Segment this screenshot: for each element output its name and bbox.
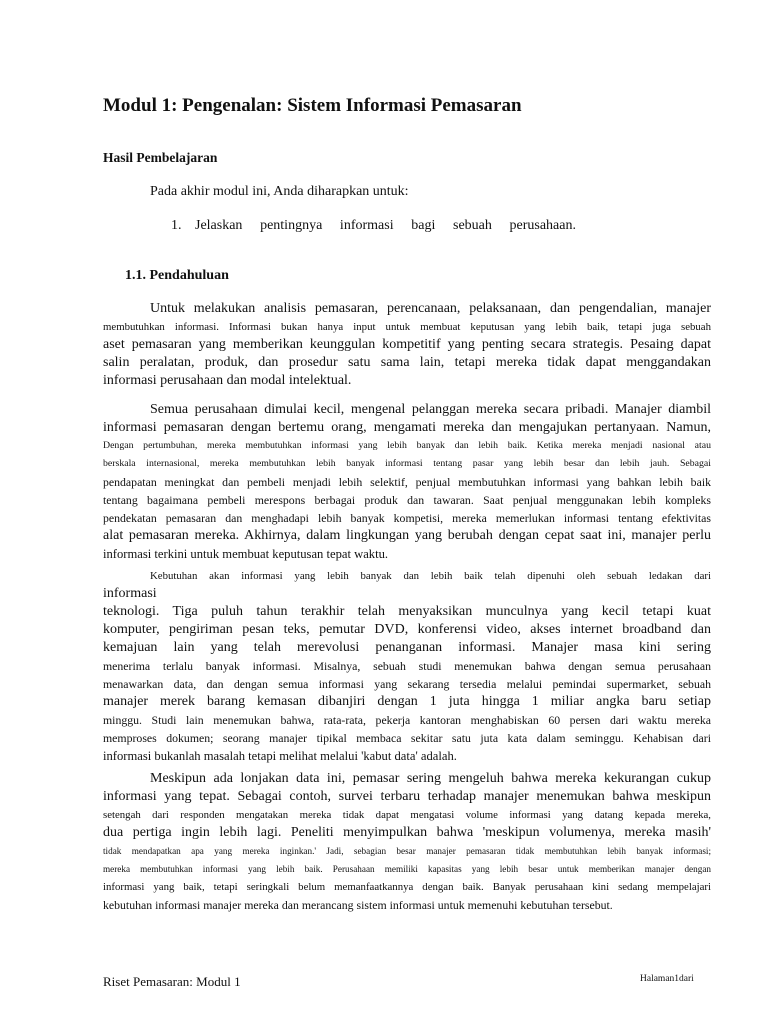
paragraph-4 xyxy=(103,770,711,914)
paragraph-3 xyxy=(103,567,711,765)
text-line: informasi terkini untuk membuat keputusan tepat waktu. xyxy=(103,547,389,561)
paragraph-1 xyxy=(103,300,711,390)
section-heading: 1.1. Pendahuluan xyxy=(125,268,229,283)
paragraph-2 xyxy=(103,401,711,563)
objective-number: 1. xyxy=(171,218,182,233)
footer-module-label: Riset Pemasaran: Modul 1 xyxy=(103,974,241,989)
text-line: informasi perusahaan dan modal intelektual. xyxy=(103,373,352,388)
text-line: pendekatan pemasaran dan menghadapi lebih banyak kompetisi, mereka memerlukan informasi tentang efektivitas xyxy=(103,511,711,525)
text-line: informasi pemasaran dengan bertemu orang, mengamati mereka dan mengajukan pertanyaan. Namun, xyxy=(103,420,711,435)
objective-text: Jelaskan pentingnya informasi bagi sebuah perusahaan. xyxy=(195,218,576,233)
text-line: komputer, pengiriman pesan teks, pemutar DVD, konferensi video, akses internet broadband dan xyxy=(103,622,711,637)
text-line: tentang bagaimana pembeli merespons berbagai produk dan tawaran. Saat penjual menggunakan lebih kompleks xyxy=(103,493,711,507)
text-line: dua pertiga ingin lebih lagi. Peneliti menyimpulkan bahwa 'meskipun volumenya, mereka masih' xyxy=(103,825,711,840)
text-line: kebutuhan informasi manajer mereka dan merancang sistem informasi untuk memenuhi kebutuhan tersebut. xyxy=(103,898,613,912)
text-line: minggu. Studi lain menemukan bahwa, rata-rata, pekerja kantoran menghabiskan 60 persen dari waktu mereka xyxy=(103,713,711,727)
intro-text: Pada akhir modul ini, Anda diharapkan untuk: xyxy=(150,184,409,199)
text-line: berskala internasional, mereka membutuhkan lebih banyak informasi tentang pasar yang lebih besar dan lebih jauh. Sebagai xyxy=(103,458,711,469)
text-line: informasi yang baik, tetapi seringkali belum memanfaatkannya dengan baik. Banyak perusahaan kini sedang mempelajari xyxy=(103,881,711,893)
text-line: informasi xyxy=(103,586,157,601)
text-line: informasi yang tepat. Sebagai contoh, survei terbaru terhadap manajer menemukan bahwa meskipun xyxy=(103,789,711,804)
text-line: alat pemasaran mereka. Akhirnya, dalam lingkungan yang berubah dengan cepat saat ini, manajer perlu xyxy=(103,528,711,543)
text-line: membutuhkan informasi. Informasi bukan hanya input untuk membuat keputusan yang lebih baik, tetapi juga sebuah xyxy=(103,321,711,333)
document-title: Modul 1: Pengenalan: Sistem Informasi Pemasaran xyxy=(103,95,522,116)
text-line: memproses dokumen; seorang manajer tipikal membaca sekitar satu juta kata dalam seminggu. Kehabisan dari xyxy=(103,731,711,745)
text-line: Meskipun ada lonjakan data ini, pemasar sering mengeluh bahwa mereka kekurangan cukup xyxy=(150,771,711,786)
text-line: teknologi. Tiga puluh tahun terakhir telah menyaksikan munculnya yang kecil tetapi kuat xyxy=(103,604,711,619)
text-line: mereka membutuhkan informasi yang lebih baik. Perusahaan memiliki kapasitas yang lebih besar untuk memberikan manajer dengan xyxy=(103,864,711,874)
text-line: pendapatan meningkat dan pembeli menjadi lebih selektif, penjual membutuhkan informasi yang bahkan lebih baik xyxy=(103,475,711,489)
text-line: setengah dari responden mengatakan mereka tidak dapat mengatasi volume informasi yang datang kepada mereka, xyxy=(103,809,711,821)
objective-item xyxy=(171,218,576,234)
text-line: Kebutuhan akan informasi yang lebih banyak dan lebih baik telah dipenuhi oleh sebuah ledakan dari xyxy=(150,570,711,582)
text-line: Dengan pertumbuhan, mereka membutuhkan informasi yang lebih banyak dan lebih baik. Ketika mereka menjadi nasional atau xyxy=(103,440,711,451)
text-line: kemajuan lain yang telah merevolusi penanganan informasi. Manajer masa kini sering xyxy=(103,640,711,655)
footer-page-label: Halaman1dari xyxy=(640,974,694,984)
text-line: Semua perusahaan dimulai kecil, mengenal pelanggan mereka secara pribadi. Manajer diambil xyxy=(150,402,711,417)
text-line: tidak mendapatkan apa yang mereka inginkan.' Jadi, sebagian besar manajer pemasaran tidak membutuhkan lebih banyak informasi; xyxy=(103,846,711,856)
text-line: salin peralatan, produk, dan prosedur satu sama lain, tetapi mereka tidak dapat menggandakan xyxy=(103,355,711,370)
text-line: menerima terlalu banyak informasi. Misalnya, sebuah studi menemukan bahwa dengan semua perusahaan xyxy=(103,659,711,673)
text-line: Untuk melakukan analisis pemasaran, perencanaan, pelaksanaan, dan pengendalian, manajer xyxy=(150,301,711,316)
text-line: informasi bukanlah masalah tetapi melihat melalui 'kabut data' adalah. xyxy=(103,749,457,763)
text-line: menawarkan data, dan dengan semua informasi yang sekarang tersedia melalui pemindai supermarket, sebuah xyxy=(103,677,711,691)
learning-outcomes-heading: Hasil Pembelajaran xyxy=(103,150,218,165)
text-line: manajer merek barang kemasan dibanjiri dengan 1 juta hingga 1 miliar angka baru setiap xyxy=(103,694,711,709)
text-line: aset pemasaran yang memberikan keunggulan kompetitif yang penting secara strategis. Pesaing dapat xyxy=(103,337,711,352)
